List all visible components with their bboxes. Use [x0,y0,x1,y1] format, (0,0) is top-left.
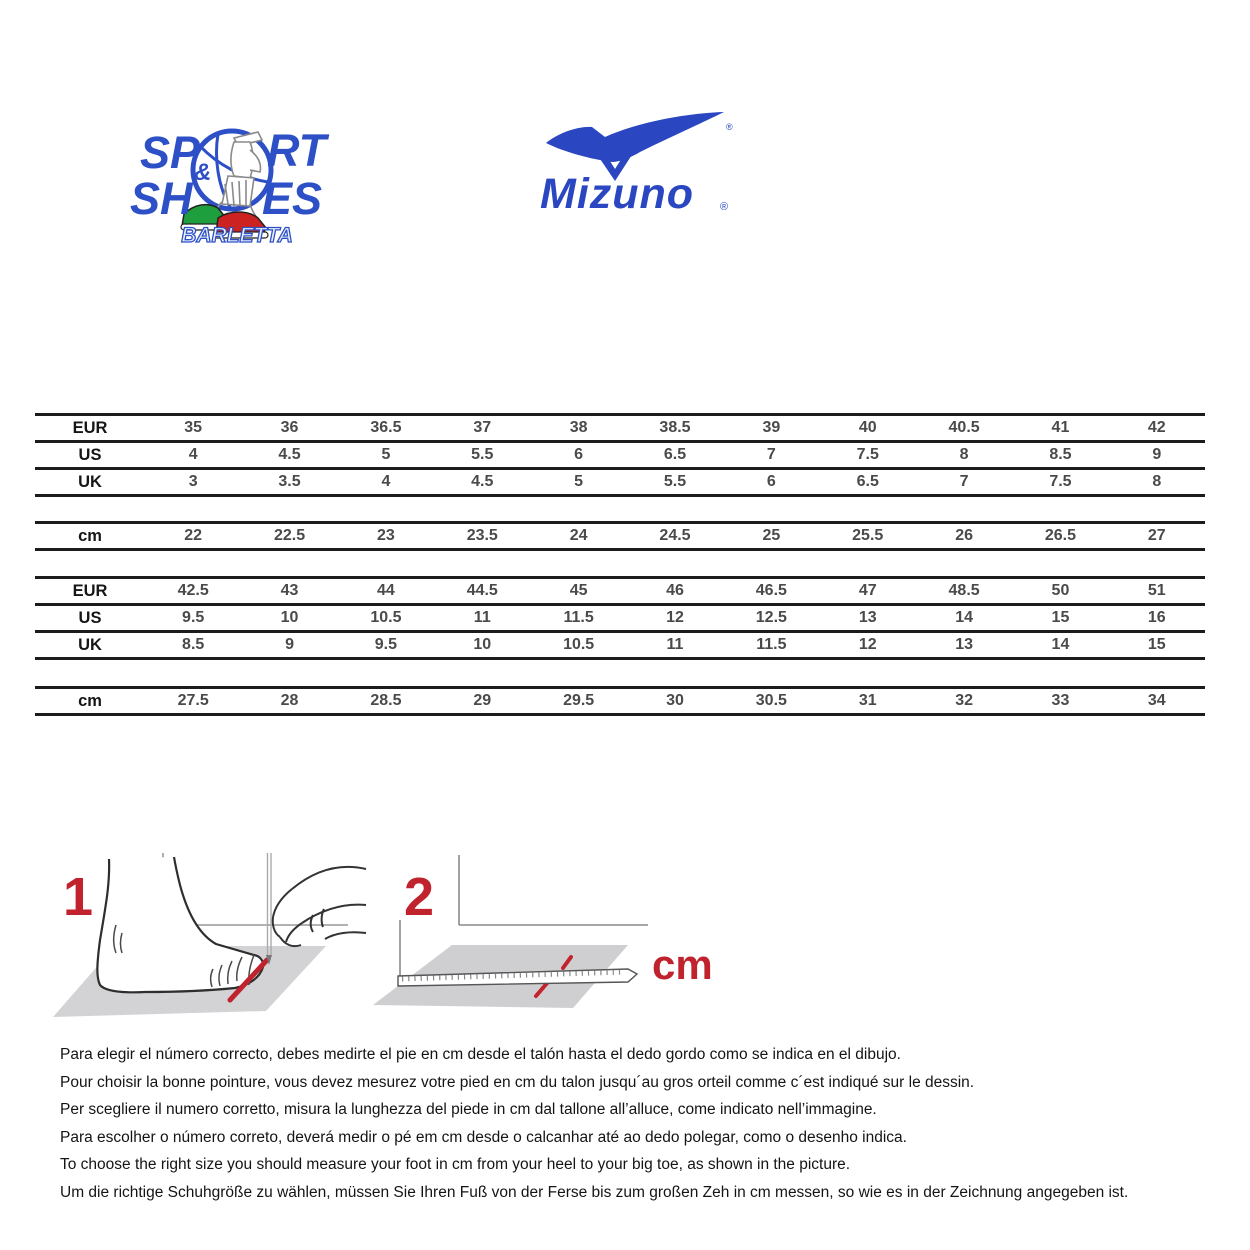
size-cell: 22.5 [273,527,306,544]
measure-step1-figure [30,845,370,1045]
size-row-eur [35,576,1205,603]
size-row-label: US [78,446,102,464]
size-cell: 34 [1147,692,1166,709]
registered-mark-symbol: ® [726,122,733,132]
store-logo-city: BARLETTA [181,224,293,247]
size-cell: 48.5 [948,582,980,599]
instruction-line-english: To choose the right size you should measure your foot in cm from your heel to your big toe, as shown in the picture. [60,1156,851,1174]
size-cell: 5.5 [663,473,687,490]
size-cell: 6 [766,473,776,490]
size-cell: 27.5 [177,692,209,709]
size-cell: 13 [955,636,973,653]
size-cell: 6.5 [663,446,687,463]
step2-number: 2 [404,867,435,927]
size-row-label: EUR [72,419,108,437]
store-logo-word-es: ES [262,173,323,224]
size-cell: 7.5 [856,446,879,463]
size-cell: 45 [569,582,588,599]
ruler-measure-icon [370,845,750,1045]
size-cell: 16 [1147,609,1166,626]
size-row-label: UK [78,473,102,491]
size-cell: 46 [666,582,684,599]
size-cell: 36.5 [370,419,402,436]
size-cell: 41 [1051,419,1070,436]
size-cell: 46.5 [755,582,787,599]
size-cell: 14 [1051,636,1070,653]
brand-logo [528,102,740,220]
size-cell: 29.5 [563,692,595,709]
size-row-label: cm [78,692,102,710]
size-cell: 44 [377,582,395,599]
size-cell: 47 [858,582,877,599]
size-cell: 15 [1147,636,1166,653]
size-cell: 11 [473,609,491,626]
size-cell: 3.5 [278,473,301,490]
size-cell: 32 [955,692,973,709]
size-row-eur [35,413,1205,440]
instruction-line-spanish: Para elegir el número correcto, debes medirte el pie en cm desde el talón hasta el dedo gordo como se indica en el dibujo. [60,1046,901,1063]
size-cell: 25 [762,527,781,544]
size-cell: 30 [666,692,684,709]
size-chart-block-1 [35,413,1205,497]
size-cell: 24 [569,527,588,544]
size-cell: 28.5 [370,692,402,709]
size-cell: 31 [858,692,877,709]
store-logo-ampersand: & [194,159,212,186]
size-cell: 26 [955,527,973,544]
size-cell: 11.5 [563,609,594,626]
cm-unit-label: cm [652,941,713,988]
size-cell: 38 [569,419,588,436]
size-cell: 10 [473,636,492,653]
size-cell: 39 [762,419,781,436]
size-cell: 7.5 [1049,473,1072,490]
size-cell: 23.5 [466,527,498,544]
size-cell: 10.5 [370,609,402,626]
size-cell: 4.5 [278,446,301,463]
size-cell: 10 [280,609,299,626]
size-cell: 6 [574,446,584,463]
measure-step2-figure [370,845,750,1045]
instruction-line-french: Pour choisir la bonne pointure, vous devez mesurez votre pied en cm du talon jusqu´au gros orteil comme c´est indiqué sur le dessin. [60,1073,975,1091]
size-cell: 12 [858,636,877,653]
size-cell: 42 [1147,419,1166,436]
size-cell: 28 [280,692,299,709]
size-cell: 33 [1051,692,1070,709]
size-row-uk [35,630,1205,657]
size-cell: 9.5 [182,609,205,626]
store-logo-word-sh: SH [130,173,193,224]
size-chart-block-3 [35,576,1205,660]
size-cell: 23 [377,527,395,544]
size-cell: 22 [184,527,203,544]
size-chart [35,413,1205,716]
instruction-line-italian: Per scegliere il numero corretto, misura la lunghezza del piede in cm dal tallone all’alluce, come indicato nell’immagine. [60,1101,877,1119]
size-cell: 9.5 [374,636,398,653]
size-row-uk [35,467,1205,494]
size-cell: 37 [473,419,492,436]
size-cell: 7 [766,446,776,463]
size-cell: 8.5 [182,636,205,653]
size-cell: 50 [1051,582,1070,599]
instruction-line-german: Um die richtige Schuhgröße zu wählen, müssen Sie Ihren Fuß von der Ferse bis zum großen Zeh in cm messen, so wie es in der Zeichnung angegeben ist. [60,1183,1129,1201]
size-cell: 11 [666,636,684,653]
registered-mark-wordmark: ® [720,201,729,213]
size-cell: 8.5 [1049,446,1072,463]
mizuno-runbird-icon [528,102,740,220]
store-logo-word-sp: SP [140,127,201,178]
size-chart-block-2 [35,521,1205,551]
size-cell: 25.5 [852,527,884,544]
store-logo-word-rt: RT [267,125,327,176]
size-cell: 13 [858,609,877,626]
sport-shoes-logo-icon [122,106,357,254]
size-cell: 29 [473,692,492,709]
size-cell: 5 [381,446,391,463]
size-cell: 15 [1051,609,1070,626]
foot-measure-icon [30,845,370,1045]
step1-number: 1 [63,867,94,927]
instructions-text [60,1041,1225,1207]
size-cell: 10.5 [563,636,595,653]
size-cell: 36 [280,419,299,436]
size-cell: 35 [184,419,203,436]
size-cell: 30.5 [755,692,787,709]
size-chart-block-4 [35,686,1205,716]
size-cell: 4 [188,446,198,463]
instruction-line-portuguese: Para escolher o número correto, deverá medir o pé em cm desde o calcanhar até ao dedo polegar, como o desenho indica. [60,1128,907,1146]
size-row-cm [35,686,1205,713]
size-cell: 26.5 [1044,527,1077,544]
size-cell: 6.5 [856,473,879,490]
size-cell: 9 [1152,446,1162,463]
size-cell: 5.5 [471,446,494,463]
size-cell: 51 [1147,582,1166,599]
size-cell: 7 [959,473,969,490]
size-cell: 24.5 [659,527,691,544]
size-row-us [35,603,1205,630]
size-cell: 40.5 [948,419,980,436]
size-cell: 8 [959,446,969,463]
size-cell: 5 [574,473,584,490]
size-row-label: US [78,609,102,627]
size-cell: 12 [666,609,684,626]
size-cell: 8 [1152,473,1162,490]
size-cell: 4.5 [471,473,494,490]
size-cell: 40 [858,419,877,436]
size-row-cm [35,521,1205,548]
size-cell: 27 [1147,527,1166,544]
size-row-us [35,440,1205,467]
size-cell: 12.5 [755,609,787,626]
size-cell: 42.5 [177,582,209,599]
store-logo [122,106,357,254]
size-cell: 14 [955,609,973,626]
size-cell: 4 [381,473,391,490]
size-row-label: EUR [72,582,108,600]
mizuno-wordmark: Mizuno [540,170,695,218]
hand-icon [273,867,366,946]
size-cell: 3 [188,473,198,490]
size-cell: 44.5 [466,582,498,599]
size-row-label: UK [78,636,102,654]
size-cell: 11.5 [756,636,787,653]
size-row-label: cm [78,527,102,545]
size-cell: 9 [285,636,294,653]
size-cell: 38.5 [659,419,691,436]
size-cell: 43 [280,582,299,599]
